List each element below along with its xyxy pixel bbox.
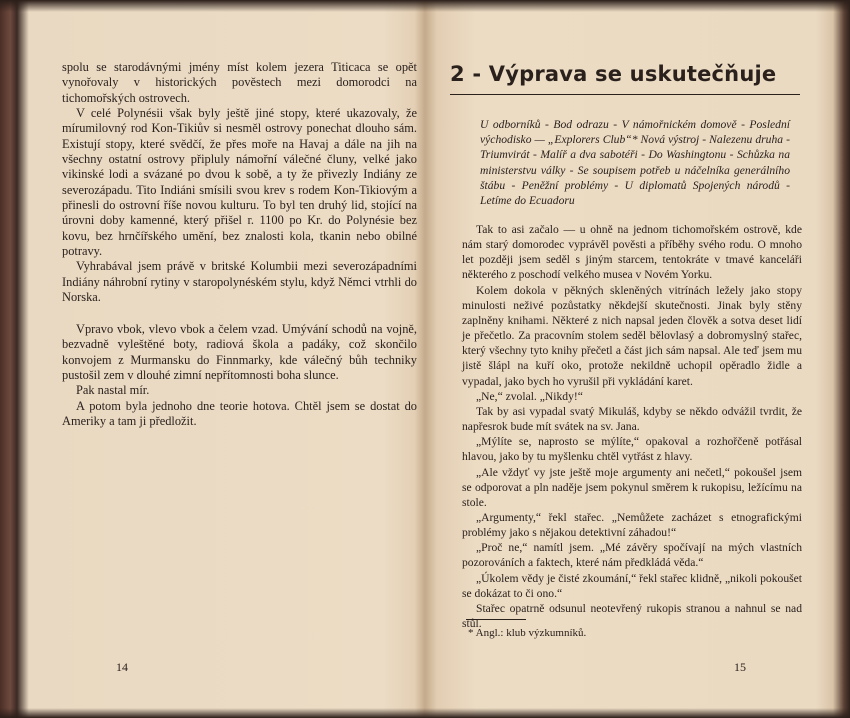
paragraph: Tak by asi vypadal svatý Mikuláš, kdyby se někdo odvážil tvrdit, že napřesrok bude mít svátek na sv. Jana.: [462, 404, 802, 434]
left-text-top: [62, 60, 417, 306]
footnote: * Angl.: klub výzkumníků.: [468, 627, 587, 639]
paragraph: Vyhrabával jsem právě v britské Kolumbii mezi severozápadními Indiány náhrobní rytiny v staropolynéském stylu, když Němci vtrhli do Norska.: [62, 259, 417, 305]
paragraph: Tak to asi začalo — u ohně na jednom tichomořském ostrově, kde nám starý domorodec vyprávěl pověsti a příběhy svého rodu. O mnoho let později jsem seděl s jiným starcem, tentokráte v tmavé kanceláři některého z poschodí velkého musea v Novém Yorku.: [462, 223, 802, 282]
paragraph: „Mýlíte se, naprosto se mýlíte,“ opakoval a rozhořčeně potřásal hlavou, jako by tu myšlenku chtěl vytřást z hlavy.: [462, 435, 802, 464]
paragraph: spolu se starodávnými jmény míst kolem jezera Titicaca se opět vynořovaly v historických pověstech mezi domorodci na tichomořských ostrovech.: [62, 60, 417, 105]
paragraph: Stařec opatrně odsunul neotevřený rukopis stranou a nahnul se nad stůl.: [462, 601, 802, 631]
paragraph: „Proč ne,“ namítl jsem. „Mé závěry spočívají na mých vlastních pozorováních a faktech, které nám předkládá věda.“: [462, 541, 802, 570]
left-text-bottom: [62, 322, 417, 429]
page-number: 14: [116, 660, 128, 674]
paragraph: „Ale vždyť vy jste ještě moje argumenty ani nečetl,“ pokoušel jsem se odporovat a pln naděje jsem pokynul směrem k rukopisu, ležícímu na stole.: [462, 465, 802, 509]
left-page: [28, 0, 418, 718]
chapter-title: 2 - Výprava se uskutečňuje: [450, 62, 777, 86]
paragraph: A potom byla jednoho dne teorie hotova. Chtěl jsem se dostat do Ameriky a tam ji předložit.: [62, 398, 417, 429]
right-page: [432, 0, 827, 718]
paragraph: „Argumenty,“ řekl stařec. „Nemůžete zacházet s etnografickými problémy jako s nějakou detektivní záhadou!“: [462, 510, 802, 540]
page-number: 15: [734, 660, 746, 674]
chapter-summary: [480, 117, 790, 208]
paragraph: „Úkolem vědy je čisté zkoumání,“ řekl stařec klidně, „nikoli pokoušet se dokázat to či ono.“: [462, 571, 802, 600]
title-rule: [450, 94, 800, 95]
paragraph: Kolem dokola v pěkných skleněných vitrínách ležely jako stopy minulosti neživé pozůstatky někdejší skutečnosti. Jinak byly stěny zaplněny knihami. Některé z nich napsal jeden člověk a sotva deset lidí je přečetlo. Za pracovním stolem seděl bělovlasý a dobromyslný stařec, který všechny tyto knihy přečetl a část jich sám napsal. Ale teď jsem mu jistě šlápl na kuří oko, protože nekildně uchopil opěradlo židle a vypadal, jako bych ho vyrušil při vykládání karet.: [462, 283, 802, 388]
paragraph: „Ne,“ zvolal. „Nikdy!“: [476, 389, 583, 403]
paragraph: V celé Polynésii však byly ještě jiné stopy, které ukazovaly, že mírumilovný rod Kon-Tikiův si nesměl ostrovy ponechat dlouho sám. Existují stopy, které svědčí, že přes moře na Havaj a dále na jih na všechny ostatní ostrovy připluly námořní válečné čluny, velké jako vikinské lodi a svázané po dvou k sobě, a ty že přivezly Indiány ze severozápadu. Tito Indiáni smísili svou krev s rodem Kon-Tikiovým a přinesli do ostrovní říše novou kulturu. To byl ten druhý lid, stojící na úrovni doby kamenné, který přišel r. 1100 po Kr. do Polynésie bez kovu, bez hrnčířského umění, bez znalosti kola, tkanin nebo obilné potravy.: [62, 106, 417, 259]
paragraph: Pak nastal mír.: [76, 383, 150, 398]
summary-text: U odborníků - Bod odrazu - V námořnickém domově - Poslední východisko — „Explorers Club“* Nová výstroj - Nalezenu druha - Triumvirát - Malíř a dva sabotéři - Do Washingtonu - Schůzka na ministerstvu války - Se soupisem potřeb u náčelníka generálního štábu - Peněžní problémy - U diplomatů Spojených národů - Letíme do Ecuadoru: [480, 118, 790, 208]
right-text: [462, 222, 802, 631]
paragraph: Vpravo vbok, vlevo vbok a čelem vzad. Umývání schodů na vojně, bezvadně vyleštěné boty, radiová škola a padáky, což skončilo konvojem z Murmansku do Finnmarky, kde válečný bůh techniky pustošil zem v dlouhé zimní nepřítomnosti boha slunce.: [62, 322, 417, 383]
